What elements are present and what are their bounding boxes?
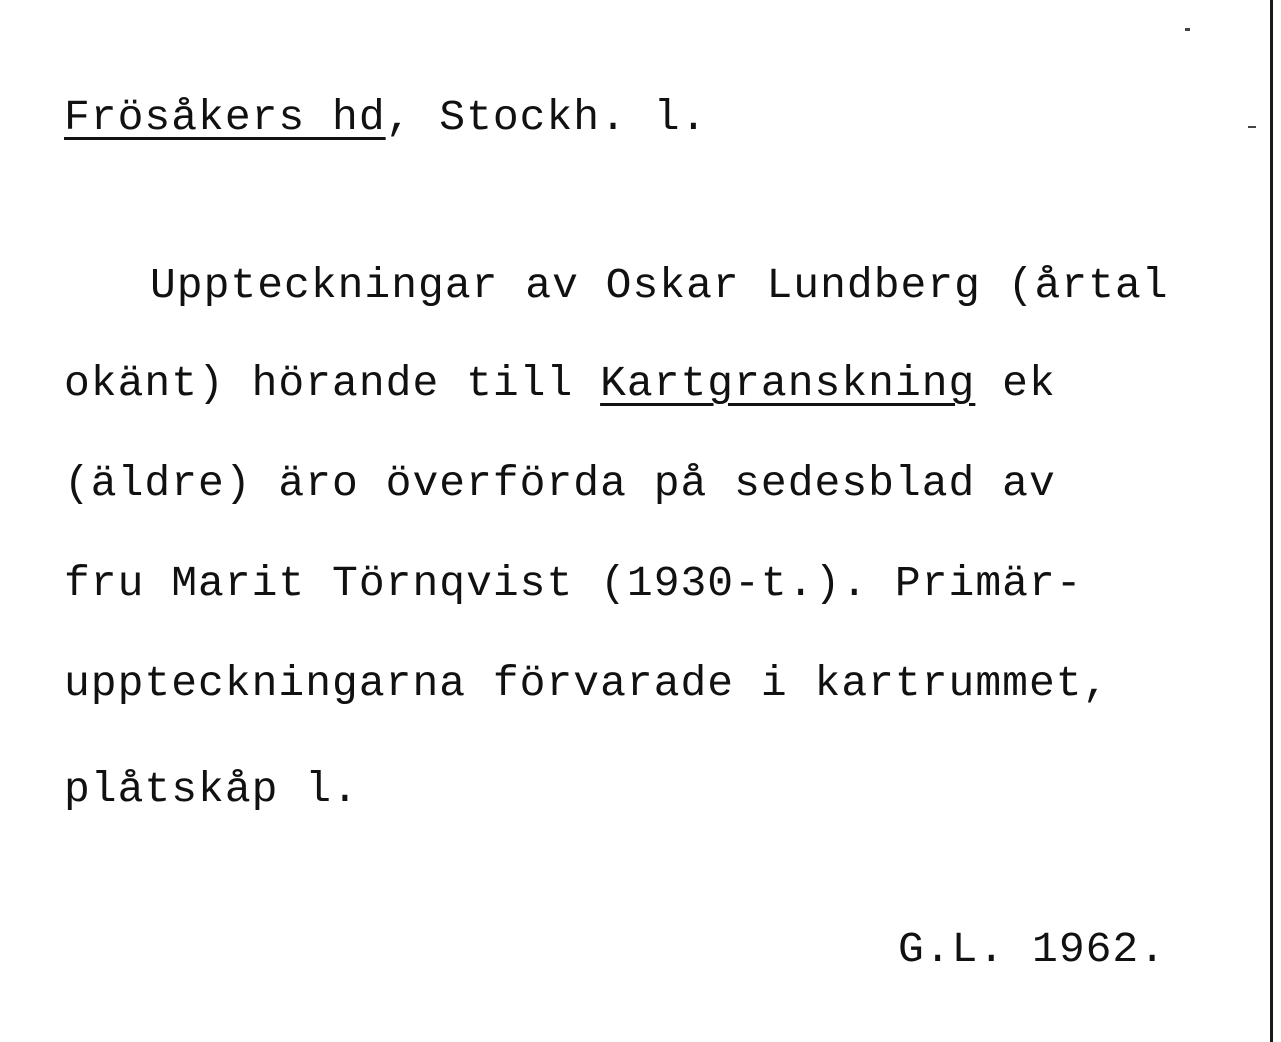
signature-date: G.L. 1962. — [898, 925, 1167, 974]
body-line-3: (äldre) äro överförda på sedesblad av — [64, 459, 1056, 508]
body-line-2-start: okänt) hörande till — [64, 359, 601, 408]
district-name: Frösåkers hd — [64, 93, 386, 142]
header-location: , Stockh. l. — [385, 93, 708, 142]
scan-speck — [1185, 28, 1190, 31]
body-line-4: fru Marit Törnqvist (1930-t.). Primär- — [64, 559, 1083, 608]
card-edge-line — [1270, 0, 1273, 1042]
body-line-5: uppteckningarna förvarade i kartrummet, — [64, 659, 1110, 708]
card-header — [64, 93, 708, 142]
body-line-2-end: ek — [975, 359, 1056, 408]
body-line-1: Uppteckningar av Oskar Lundberg (årtal — [150, 261, 1169, 310]
body-line-6: plåtskåp l. — [64, 765, 359, 814]
body-line-2 — [64, 359, 1056, 408]
kartgranskning-term: Kartgranskning — [600, 359, 976, 408]
scan-speck — [1248, 126, 1256, 128]
